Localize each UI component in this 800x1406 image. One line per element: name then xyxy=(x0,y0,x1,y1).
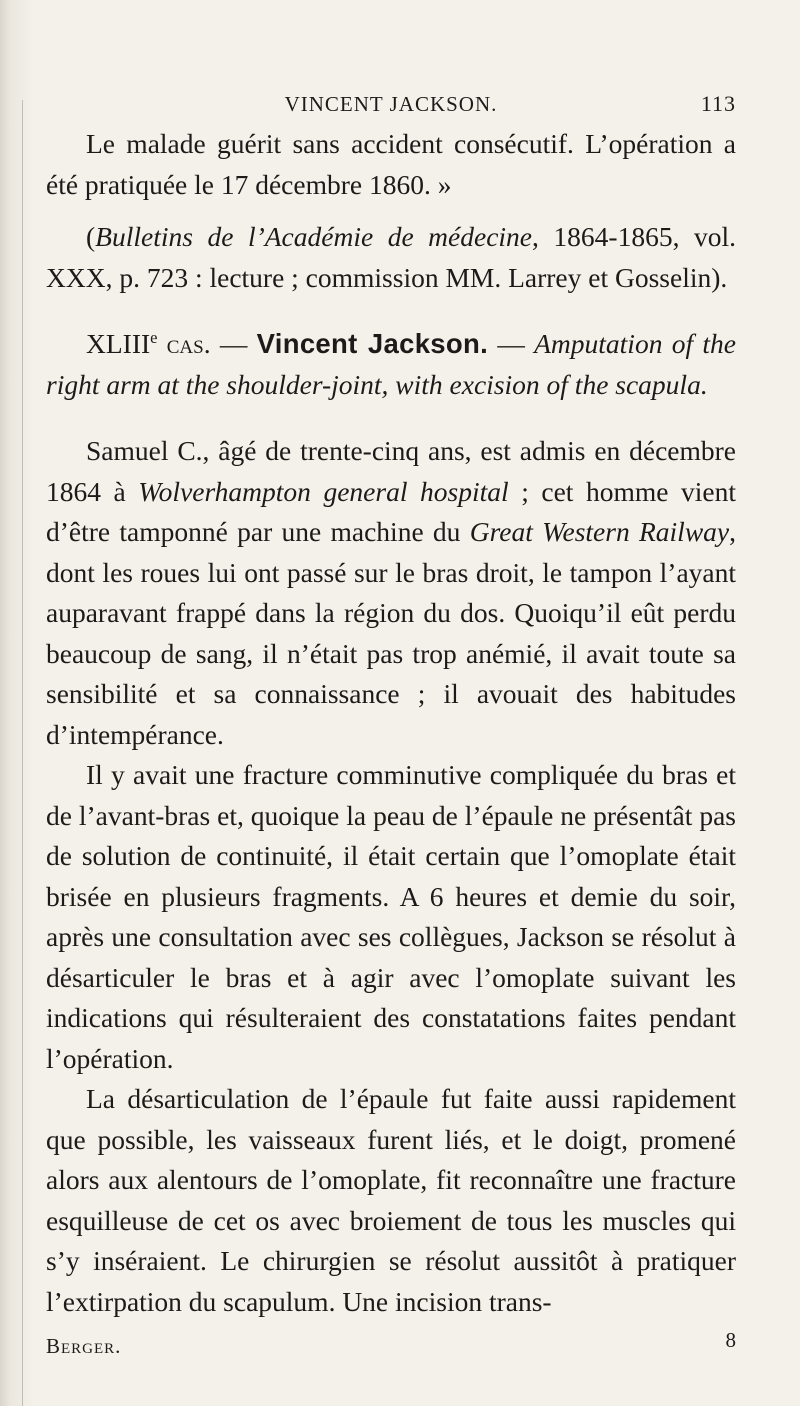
case-title: Amputation of the right arm at the shoulder-joint, with excision of the scapula. xyxy=(46,328,736,400)
case-dash-1: — xyxy=(210,328,257,359)
paragraph-admission xyxy=(46,431,736,755)
page-edge-shadow xyxy=(0,0,34,1406)
admission-text-c: , dont les roues lui ont passé sur le bras droit, le tampon l’ayant auparavant frappé dans la région du dos. Quoiqu’il eût perdu beaucoup de sang, il n’était pas trop anémié, il avait toute sa sensibilité et sa connaissance ; il avouait des habitudes d’intempérance. xyxy=(46,516,736,750)
case-label: cas. xyxy=(166,328,211,359)
hospital-name: Wolverhampton general hospital xyxy=(138,475,509,507)
case-surgeon: Vincent Jackson. xyxy=(256,328,489,359)
book-page xyxy=(46,84,736,1358)
page-footer xyxy=(46,1326,736,1358)
case-number: XLIII xyxy=(86,328,151,359)
running-title: VINCENT JACKSON. xyxy=(284,92,498,116)
paragraph-citation xyxy=(46,217,736,298)
paragraph-operation: La désarticulation de l’épaule fut faite aussi rapidement que possible, les vaisseaux furent liés, et le doigt, promené alors aux alentours de l’omoplate, fit reconnaître une fracture esquilleuse de cet os avec broiement de tous les muscles qui s’y inséraient. Le chirurgien se résolut aussitôt à pratiquer l’extirpation du scapulum. Une incision trans- xyxy=(46,1083,736,1317)
case-number-suffix: e xyxy=(150,327,158,347)
railway-name: Great Western Railway xyxy=(469,516,730,547)
admission-text-b: ; cet homme vient d’être tamponné par une machine du xyxy=(46,475,736,547)
sheet-number: 8 xyxy=(725,1328,736,1352)
binding-line xyxy=(22,100,23,1406)
case-dash-2: — xyxy=(488,328,535,359)
paragraph-conclusion: Le malade guérit sans accident consécutif. L’opération a été pratiquée le 17 décembre 1860. » xyxy=(46,128,736,200)
running-header xyxy=(46,84,736,124)
citation-open: ( xyxy=(86,221,96,252)
signature-mark: Berger. xyxy=(46,1334,122,1358)
citation-rest: , 1864-1865, vol. XXX, p. 723 : lecture ; commission MM. Larrey et Gosselin). xyxy=(46,221,736,293)
paragraph-fracture: Il y avait une fracture comminutive compliquée du bras et de l’avant-bras et, quoique la peau de l’épaule ne présentât pas de solution de continuité, il était certain que l’omoplate était brisée en plusieurs fragments. A 6 heures et demie du soir, après une consultation avec ses collègues, Jackson se résolut à désarticuler le bras et à agir avec l’omoplate suivant les indications qui résulteraient des constatations faites pendant l’opération. xyxy=(46,759,736,1074)
page-number: 113 xyxy=(700,91,736,116)
journal-title: Bulletins de l’Académie de médecine xyxy=(95,221,533,252)
case-heading xyxy=(46,324,736,405)
admission-text-a: Samuel C., âgé de trente-cinq ans, est admis en décembre 1864 à xyxy=(46,435,736,507)
